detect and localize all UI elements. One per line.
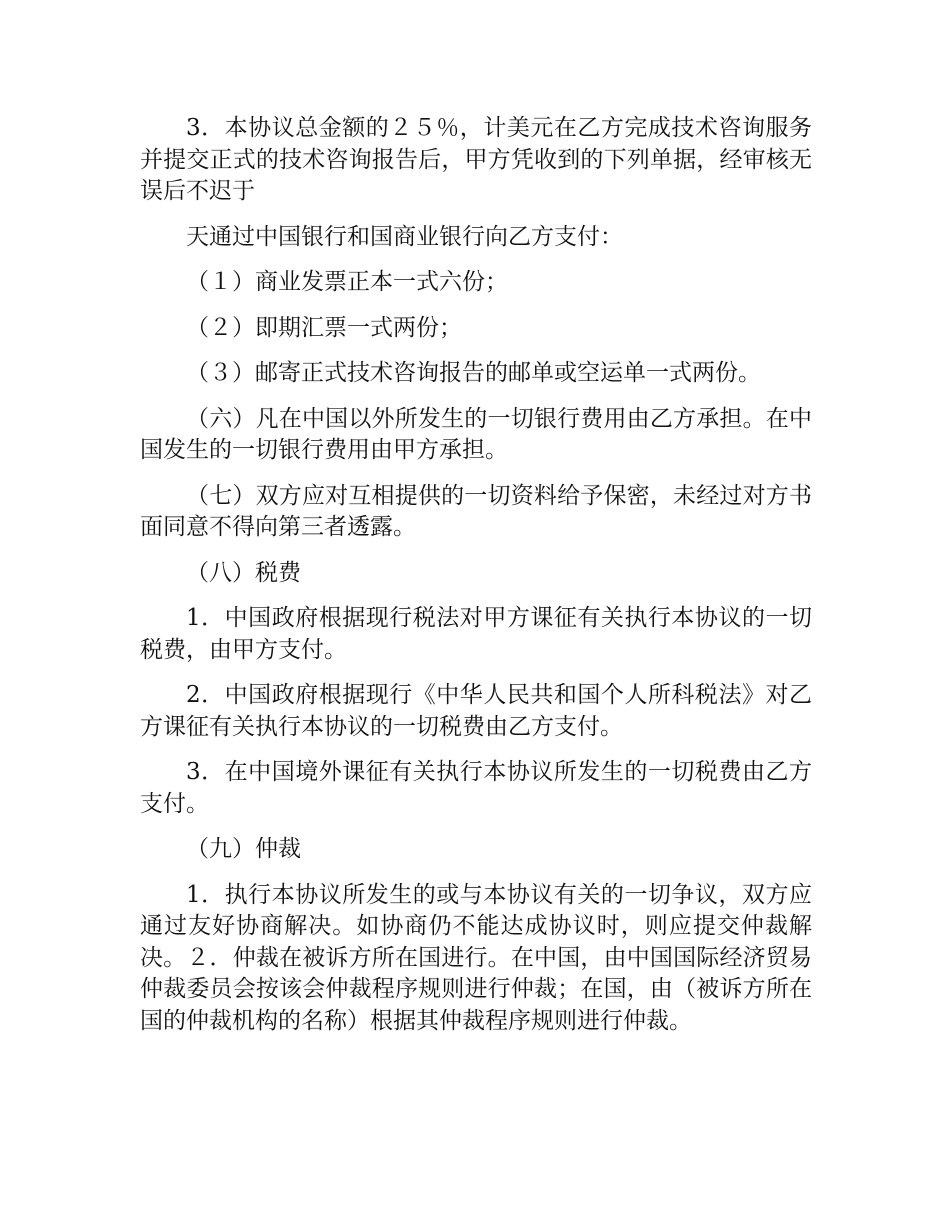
arbitration-clause: 1．执行本协议所发生的或与本协议有关的一切争议，双方应通过友好协商解决。如协商仍不能达成协议时，则应提交仲裁解决。２．仲裁在被诉方所在国进行。在中国，由中国国际经济贸易仲裁委员会按该会仲裁程序规则进行仲裁；在国，由（被诉方所在国的仲裁机构的名称）根据其仲裁程序规则进行仲裁。 <box>140 881 812 1034</box>
section-8-heading: （八）税费 <box>186 559 301 586</box>
section-7-confidentiality: （七）双方应对互相提供的一切资料给予保密，未经过对方书面同意不得向第三者透露。 <box>140 482 812 540</box>
clause-3-payment: 3．本协议总金额的２５％，计美元在乙方完成技术咨询服务并提交正式的技术咨询报告后，甲方凭收到的下列单据，经审核无误后不迟于 <box>140 115 812 204</box>
document-item-1: （１）商业发票正本一式六份； <box>186 269 508 295</box>
document-item-3: （３）邮寄正式技术咨询报告的邮单或空运单一式两份。 <box>186 360 761 386</box>
section-6-bank-fees: （六）凡在中国以外所发生的一切银行费用由乙方承担。在中国发生的一切银行费用由甲方承担。 <box>140 405 812 463</box>
document-item-2: （２）即期汇票一式两份； <box>186 314 462 341</box>
payment-channel: 天通过中国银行和国商业银行向乙方支付： <box>186 223 623 250</box>
section-9-heading: （九）仲裁 <box>186 836 301 862</box>
tax-clause-3: 3．在中国境外课征有关执行本协议所发生的一切税费由乙方支付。 <box>140 759 812 817</box>
tax-clause-2: 2．中国政府根据现行《中华人民共和国个人所科税法》对乙方课征有关执行本协议的一切税费由乙方支付。 <box>140 682 812 740</box>
tax-clause-1: 1．中国政府根据现行税法对甲方课征有关执行本协议的一切税费，由甲方支付。 <box>140 605 812 663</box>
document-page <box>140 113 812 1051</box>
